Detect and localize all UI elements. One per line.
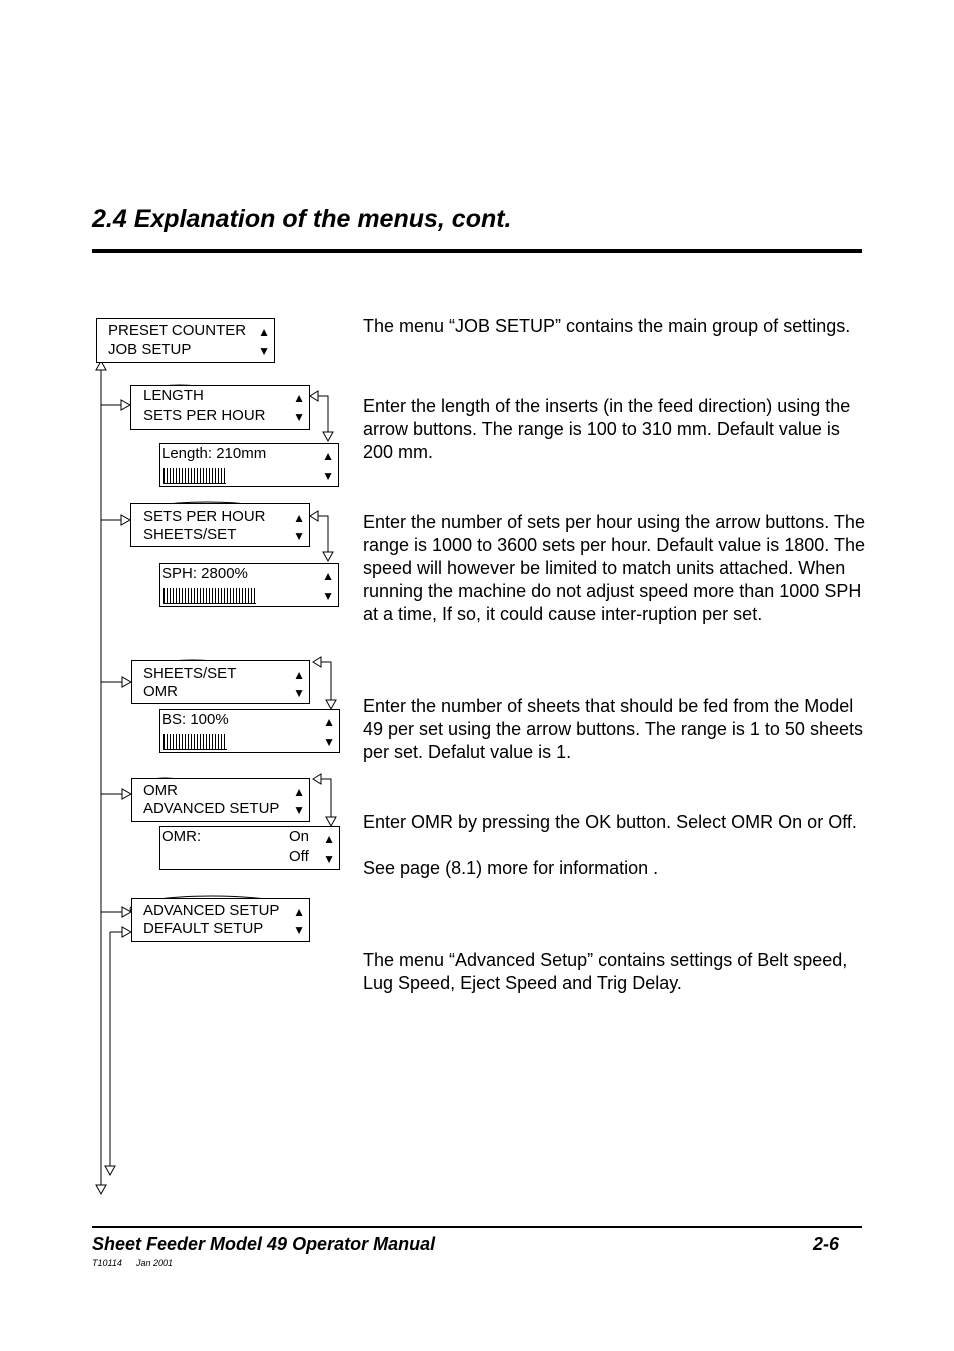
lcd-length-menu (130, 385, 310, 430)
lcd-main-menu (96, 318, 275, 363)
up-arrow-icon: ▲ (293, 668, 305, 682)
down-arrow-icon: ▼ (293, 529, 305, 543)
down-arrow-icon: ▼ (322, 469, 334, 483)
paragraph-omr: Enter OMR by pressing the OK button. Select OMR On or Off. (363, 812, 857, 832)
lcd-length-line2: SETS PER HOUR (143, 407, 266, 424)
lcd-main-line2: JOB SETUP (108, 341, 192, 358)
lcd-omr-value (159, 826, 340, 870)
lcd-sheets-value (159, 709, 340, 753)
paragraph-sets-per-hour: Enter the number of sets per hour using the arrow buttons. The range is 1000 to 3600 sets per hour. Default value is 1800. The speed will however be limited to match units attached. When running the machine do not adjust speed more than 1000 SPH at a time, If so, it could cause inter-ruption per set. (363, 512, 866, 624)
page-title: 2.4 Explanation of the menus, cont. (92, 205, 512, 233)
footer-date: Jan 2001 (136, 1258, 174, 1268)
down-arrow-icon: ▼ (293, 803, 305, 817)
lcd-sheets-value-text: BS: 100% (162, 711, 229, 728)
up-arrow-icon: ▲ (293, 511, 305, 525)
down-arrow-icon: ▼ (293, 923, 305, 937)
paragraph-omr-see-page: See page (8.1) more for information . (363, 858, 659, 878)
footer-doc-id: T10114 (92, 1258, 122, 1268)
up-arrow-icon: ▲ (322, 449, 334, 463)
lcd-sheets-menu (131, 660, 310, 704)
up-arrow-icon: ▲ (323, 715, 335, 729)
lcd-sph-menu (130, 503, 310, 547)
bar-graph (163, 468, 226, 484)
paragraph-job-setup: The menu “JOB SETUP” contains the main group of settings. (363, 316, 851, 336)
lcd-omr-menu (131, 778, 310, 822)
lcd-length-line1: LENGTH (143, 387, 204, 404)
lcd-advanced-menu (131, 898, 310, 942)
lcd-advanced-line1: ADVANCED SETUP (143, 902, 280, 919)
lcd-sph-value (159, 563, 339, 607)
lcd-main-line1: PRESET COUNTER (108, 322, 247, 339)
footer-page-number: 2-6 (813, 1234, 840, 1254)
up-arrow-icon: ▲ (258, 325, 270, 339)
paragraph-advanced-setup: The menu “Advanced Setup” contains settings of Belt speed, Lug Speed, Eject Speed and Trig Delay. (363, 950, 848, 993)
footer-manual-title: Sheet Feeder Model 49 Operator Manual (92, 1234, 436, 1254)
lcd-sph-line1: SETS PER HOUR (143, 508, 266, 525)
lcd-sph-line2: SHEETS/SET (143, 526, 237, 543)
up-arrow-icon: ▲ (322, 569, 334, 583)
paragraph-length: Enter the length of the inserts (in the feed direction) using the arrow buttons. The range is 100 to 310 mm. Default value is 200 mm. (363, 396, 851, 462)
paragraph-sheets-set: Enter the number of sheets that should be fed from the Model 49 per set using the arrow buttons. The range is 1 to 50 sheets per set. Defalut value is 1. (363, 696, 863, 762)
up-arrow-icon: ▲ (293, 905, 305, 919)
up-arrow-icon: ▲ (323, 832, 335, 846)
lcd-omr-label: OMR: (162, 828, 202, 845)
lcd-omr-off: Off (289, 848, 309, 865)
lcd-length-value (159, 443, 339, 487)
lcd-sheets-line2: OMR (143, 683, 178, 700)
lcd-advanced-line2: DEFAULT SETUP (143, 920, 264, 937)
bar-graph (163, 734, 227, 750)
down-arrow-icon: ▼ (293, 410, 305, 424)
up-arrow-icon: ▲ (293, 785, 305, 799)
lcd-length-value-text: Length: 210mm (162, 445, 267, 462)
down-arrow-icon: ▼ (258, 344, 270, 358)
lcd-sph-value-text: SPH: 2800% (162, 565, 248, 582)
lcd-omr-on: On (289, 828, 310, 845)
down-arrow-icon: ▼ (323, 735, 335, 749)
down-arrow-icon: ▼ (323, 852, 335, 866)
down-arrow-icon: ▼ (322, 589, 334, 603)
footer-rule (92, 1226, 862, 1228)
lcd-sheets-line1: SHEETS/SET (143, 665, 237, 682)
up-arrow-icon: ▲ (293, 391, 305, 405)
lcd-omr-line1: OMR (143, 782, 178, 799)
down-arrow-icon: ▼ (293, 686, 305, 700)
lcd-omr-line2: ADVANCED SETUP (143, 800, 280, 817)
bar-graph (163, 588, 256, 604)
